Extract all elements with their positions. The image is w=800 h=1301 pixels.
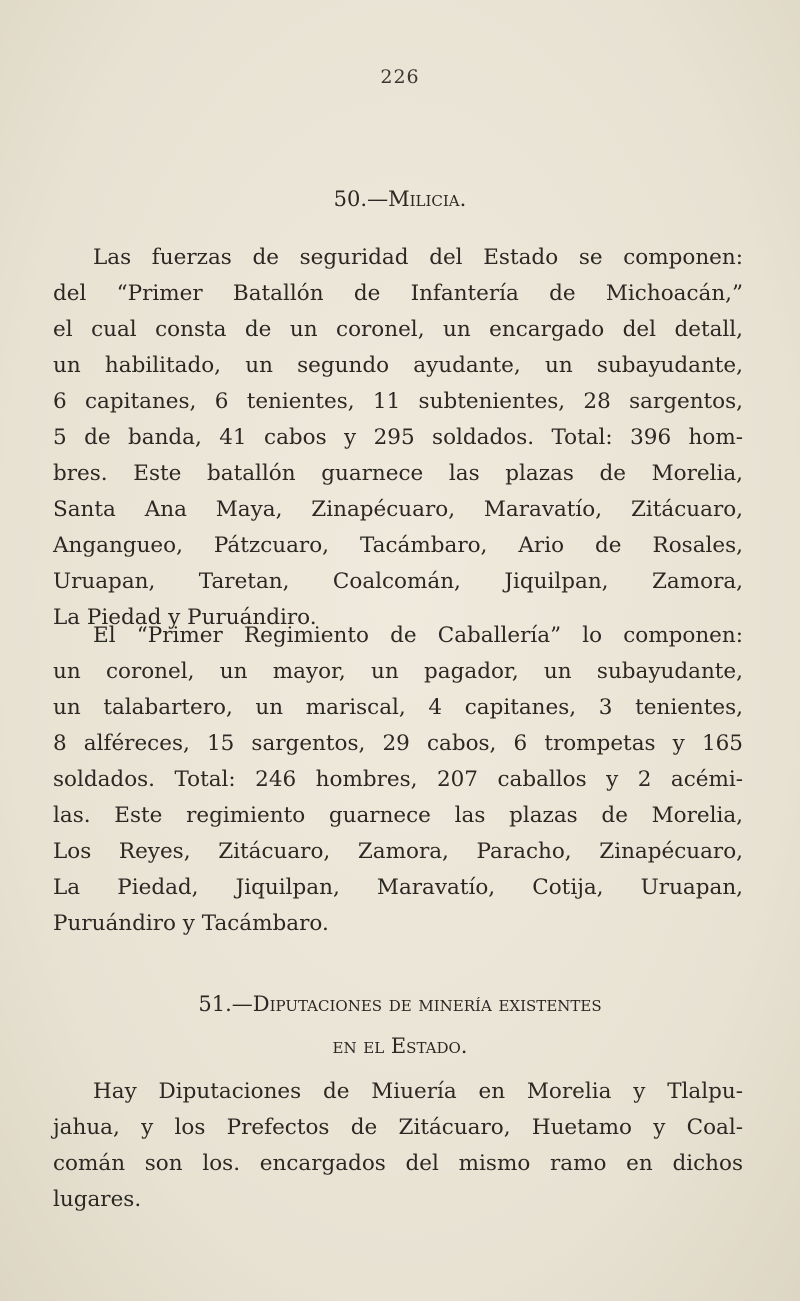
section-50-number: 50.—	[333, 187, 389, 211]
paragraph-line: 5 de banda, 41 cabos y 295 soldados. Total: 396 hom-	[53, 425, 743, 450]
paragraph-line: Los Reyes, Zitácuaro, Zamora, Paracho, Zinapécuaro,	[53, 839, 743, 864]
paragraph-line: el cual consta de un coronel, un encargado del detall,	[53, 317, 743, 342]
paragraph-line: La Piedad, Jiquilpan, Maravatío, Cotija, Uruapan,	[53, 875, 743, 900]
paragraph-line: del “Primer Batallón de Infantería de Michoacán,”	[53, 281, 743, 306]
paragraph-line: un habilitado, un segundo ayudante, un subayudante,	[53, 353, 743, 378]
section-51-title-line-2: en el Estado.	[332, 1034, 468, 1058]
paragraph-line: El “Primer Regimiento de Caballería” lo componen:	[93, 623, 743, 648]
paragraph-line: Las fuerzas de seguridad del Estado se componen:	[93, 245, 743, 270]
section-51-title-line-1	[60, 983, 740, 1025]
paragraph-line: Santa Ana Maya, Zinapécuaro, Maravatío, Zitácuaro,	[53, 497, 743, 522]
paragraph-line: 6 capitanes, 6 tenientes, 11 subtenientes, 28 sargentos,	[53, 389, 743, 414]
paragraph-line: Puruándiro y Tacámbaro.	[53, 911, 329, 936]
paragraph-mining-deputations	[53, 1074, 743, 1218]
paragraph-line: La Piedad y Puruándiro.	[53, 605, 317, 630]
section-50-title: Milicia.	[388, 187, 467, 211]
paragraph-line: jahua, y los Prefectos de Zitácuaro, Huetamo y Coal-	[53, 1115, 743, 1140]
paragraph-line: bres. Este batallón guarnece las plazas de Morelia,	[53, 461, 743, 486]
paragraph-line: Angangueo, Pátzcuaro, Tacámbaro, Ario de Rosales,	[53, 533, 743, 558]
paragraph-line: Hay Diputaciones de Miuería en Morelia y Tlalpu-	[93, 1079, 743, 1104]
paragraph-cavalry-regiment	[53, 618, 743, 942]
paragraph-line: Uruapan, Taretan, Coalcomán, Jiquilpan, Zamora,	[53, 569, 743, 594]
paragraph-line: comán son los. encargados del mismo ramo en dichos	[53, 1151, 743, 1176]
paragraph-line: soldados. Total: 246 hombres, 207 caballos y 2 acémi-	[53, 767, 743, 792]
paragraph-security-forces	[53, 240, 743, 636]
section-50-heading	[60, 178, 740, 220]
page-number: 226	[380, 66, 420, 88]
section-51-heading	[60, 983, 740, 1067]
paragraph-line: un coronel, un mayor, un pagador, un subayudante,	[53, 659, 743, 684]
paragraph-line: 8 alféreces, 15 sargentos, 29 cabos, 6 trompetas y 165	[53, 731, 743, 756]
section-51-number: 51.—	[198, 992, 253, 1016]
paragraph-line: las. Este regimiento guarnece las plazas de Morelia,	[53, 803, 743, 828]
paragraph-line: lugares.	[53, 1187, 142, 1212]
paragraph-line: un talabartero, un mariscal, 4 capitanes, 3 tenientes,	[53, 695, 743, 720]
section-51-title: Diputaciones de minería existentes	[252, 992, 602, 1016]
